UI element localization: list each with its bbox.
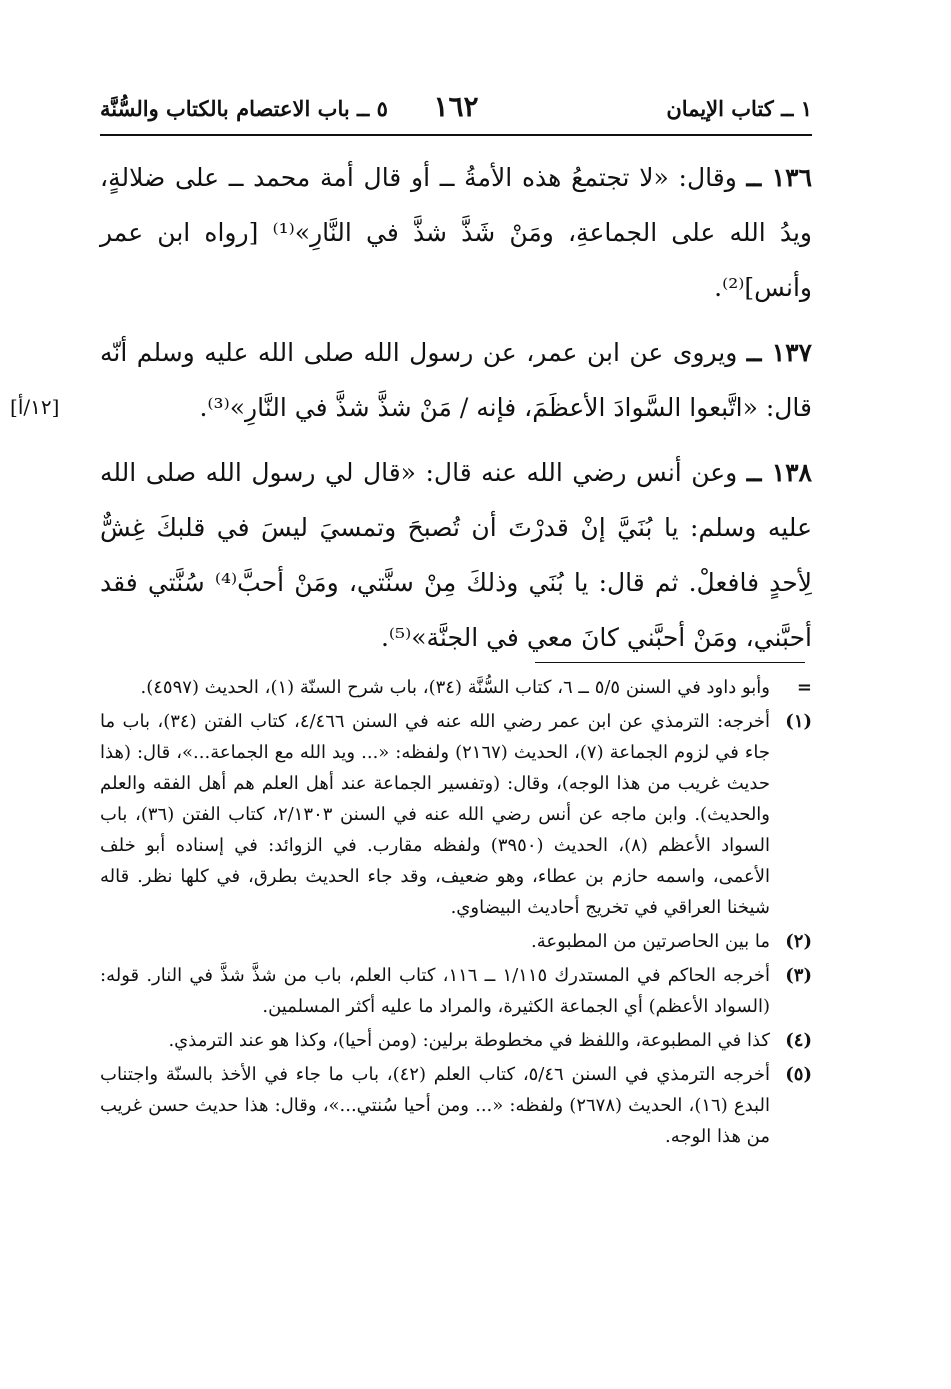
folio-margin-note: [١٢/أ]: [10, 395, 60, 419]
main-text: [10, 150, 813, 675]
hadith-text: وعن أنس رضي الله عنه قال: «قال لي رسول الله صلى الله عليه وسلم: يا بُنَيَّ إنْ قدرْتَ أن تُصبحَ وتمسيَ ليسَ في قلبكَ غِشٌّ لِأحدٍ فافعلْ. ثم قال: يا بُنَي وذلكَ مِنْ سنَّتي، ومَنْ أحبَّ⁽⁴⁾ سُنَّتي فقد أحبَّني، ومَنْ أحبَّني كانَ معي في الجنَّة»⁽⁵⁾.: [100, 458, 812, 652]
footnotes: [100, 672, 812, 1155]
footnote-text: أخرجه الترمذي في السنن ٥/٤٦، كتاب العلم (٤٢)، باب ما جاء في الأخذ بالسنّة واجتناب البدع (١٦)، الحديث (٢٦٧٨) ولفظه: «... ومن أحيا سُنتي...»، وقال: هذا حديث حسن غريب من هذا الوجه.: [100, 1064, 770, 1147]
footnote-mark: (٤): [785, 1030, 812, 1051]
footnote-text: وأبو داود في السنن ٥/٥ ــ ٦، كتاب السُّنَّة (٣٤)، باب شرح السنّة (١)، الحديث (٤٥٩٧).: [140, 677, 770, 698]
footnote-1: [100, 706, 812, 923]
header-section: ٥ ــ باب الاعتصام بالكتاب والسُّنَّة: [100, 96, 388, 121]
footnote-divider: [535, 662, 805, 663]
footnote-text: ما بين الحاصرتين من المطبوعة.: [531, 931, 770, 952]
hadith-text: وقال: «لا تجتمعُ هذه الأمةُ ــ أو قال أمة محمد ــ على ضلالةٍ، ويدُ الله على الجماعةِ، ومَنْ شَذَّ شذَّ في النَّارِ»⁽¹⁾ [رواه ابن عمر وأنس]⁽²⁾.: [100, 163, 812, 302]
hadith-text: ويروى عن ابن عمر، عن رسول الله صلى الله عليه وسلم أنّه قال: «اتَّبعوا السَّوادَ الأعظَمَ، فإنه / مَنْ شذَّ شذَّ في النَّارِ»⁽³⁾.: [100, 338, 812, 422]
footnote-2: [100, 926, 812, 957]
header-chapter: ١ ــ كتاب الإيمان: [666, 96, 812, 121]
hadith-number: ١٣٧ ــ: [746, 338, 812, 367]
footnote-mark: (٣): [785, 965, 812, 986]
running-header: [100, 90, 812, 130]
footnote-text: أخرجه: الترمذي عن ابن عمر رضي الله عنه في السنن ٤/٤٦٦، كتاب الفتن (٣٤)، باب ما جاء في لزوم الجماعة (٧)، الحديث (٢١٦٧) ولفظه: «... ويد الله مع الجماعة...»، قال: (هذا حديث غريب من هذا الوجه)، وقال: (وتفسير الجماعة عند أهل العلم هم أهل الفقه والعلم والحديث). وابن ماجه عن أنس رضي الله عنه في السنن ٢/١٣٠٣، كتاب الفتن (٣٦)، باب السواد الأعظم (٨)، الحديث (٣٩٥٠) ولفظه مقارب. في الزوائد: في إسناده أبو خلف الأعمى، واسمه حازم بن عطاء، وهو ضعيف، وقد جاء الحديث بطرق، في كلها نظر. قاله شيخنا العراقي في تخريج أحاديث البيضاوي.: [100, 711, 771, 918]
hadith-number: ١٣٨ ــ: [746, 458, 812, 487]
hadith-136: [100, 150, 812, 315]
footnote-3: [100, 960, 812, 1022]
footnote-mark: (٢): [785, 931, 812, 952]
footnote-continued: [100, 672, 812, 703]
footnote-mark: =: [796, 677, 812, 698]
footnote-5: [100, 1059, 812, 1152]
footnote-mark: (٥): [785, 1064, 812, 1085]
footnote-text: أخرجه الحاكم في المستدرك ١/١١٥ ــ ١١٦، كتاب العلم، باب من شذَّ شذَّ في النار. قوله: (السواد الأعظم) أي الجماعة الكثيرة، والمراد ما عليه أكثر المسلمين.: [100, 965, 770, 1017]
footnote-mark: (١): [785, 711, 813, 732]
header-divider: [100, 134, 812, 136]
footnote-text: كذا في المطبوعة، واللفظ في مخطوطة برلين: (ومن أحيا)، وكذا هو عند الترمذي.: [168, 1030, 770, 1051]
footnote-4: [100, 1025, 812, 1056]
hadith-number: ١٣٦ ــ: [746, 163, 813, 192]
hadith-138: [100, 445, 812, 665]
hadith-137: [10, 325, 812, 435]
page-number: ١٦٢: [433, 90, 479, 123]
